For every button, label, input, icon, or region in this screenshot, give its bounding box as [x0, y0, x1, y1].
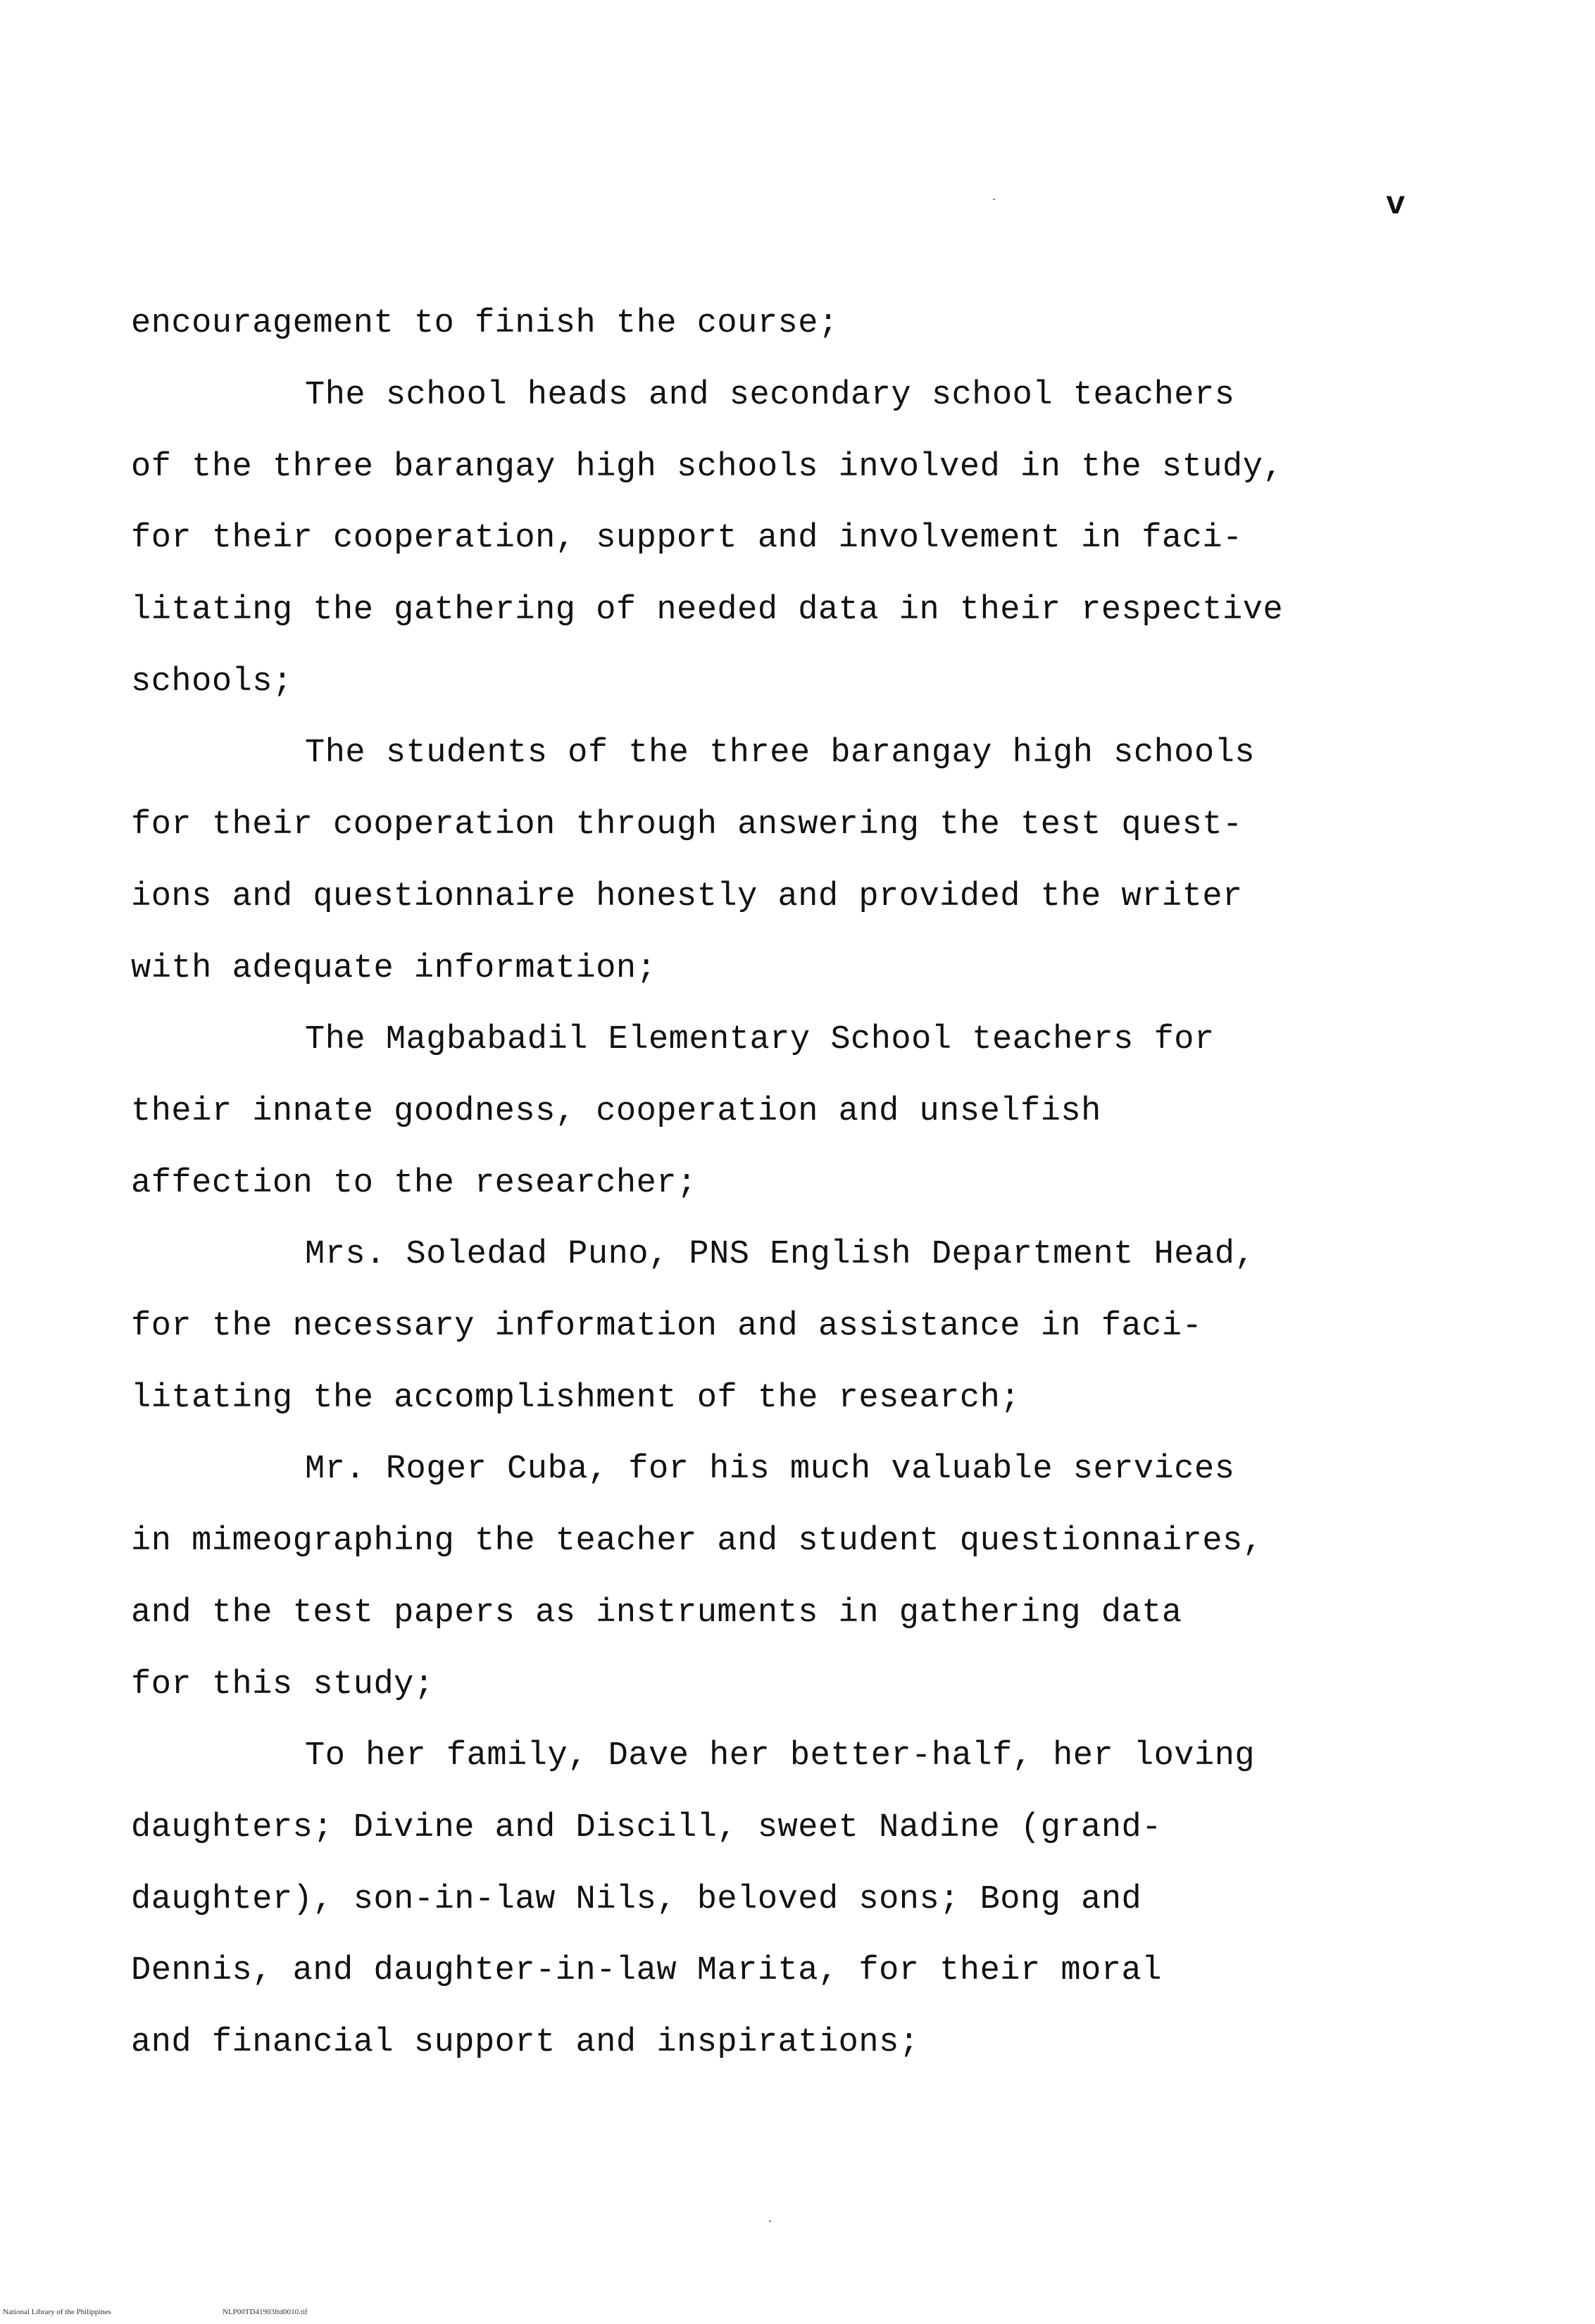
body-line: affection to the researcher; [131, 1165, 697, 1202]
footer-library-name: National Library of the Philippines [3, 2308, 111, 2316]
body-line: of the three barangay high schools involved in the study, [131, 449, 1284, 486]
body-line: for their cooperation through answering the test quest- [131, 806, 1243, 844]
body-line: To her family, Dave her better-half, her loving [305, 1737, 1256, 1775]
scan-speck [769, 2220, 771, 2222]
body-line: Dennis, and daughter-in-law Marita, for their moral [131, 1952, 1162, 1989]
body-line: The school heads and secondary school teachers [305, 377, 1235, 414]
footer-file-id: NLP00TD41903ftd0010.tif [223, 2308, 308, 2316]
body-line: for this study; [131, 1666, 434, 1704]
body-line: their innate goodness, cooperation and unselfish [131, 1093, 1101, 1130]
body-line: encouragement to finish the course; [131, 305, 839, 342]
body-line: daughter), son-in-law Nils, beloved sons; Bong and [131, 1881, 1142, 1918]
body-line: daughters; Divine and Discill, sweet Nadine (grand- [131, 1809, 1162, 1847]
body-line: schools; [131, 663, 293, 701]
body-line: litating the accomplishment of the research; [131, 1380, 1021, 1417]
body-line: Mr. Roger Cuba, for his much valuable services [305, 1451, 1235, 1488]
body-line: for their cooperation, support and involvement in faci- [131, 520, 1243, 557]
body-line: The students of the three barangay high schools [305, 735, 1256, 772]
body-line: and the test papers as instruments in gathering data [131, 1594, 1182, 1632]
body-line: with adequate information; [131, 950, 657, 987]
body-line: litating the gathering of needed data in their respective [131, 592, 1284, 629]
body-line: The Magbabadil Elementary School teachers for [305, 1021, 1215, 1058]
body-line: and financial support and inspirations; [131, 2024, 920, 2061]
body-line: for the necessary information and assistance in faci- [131, 1308, 1203, 1345]
body-line: Mrs. Soledad Puno, PNS English Department Head, [305, 1236, 1256, 1273]
page-number: v [1386, 187, 1406, 223]
body-line: in mimeographing the teacher and student questionnaires, [131, 1523, 1263, 1560]
body-line: ions and questionnaire honestly and provided the writer [131, 878, 1243, 916]
scan-speck [993, 199, 995, 200]
